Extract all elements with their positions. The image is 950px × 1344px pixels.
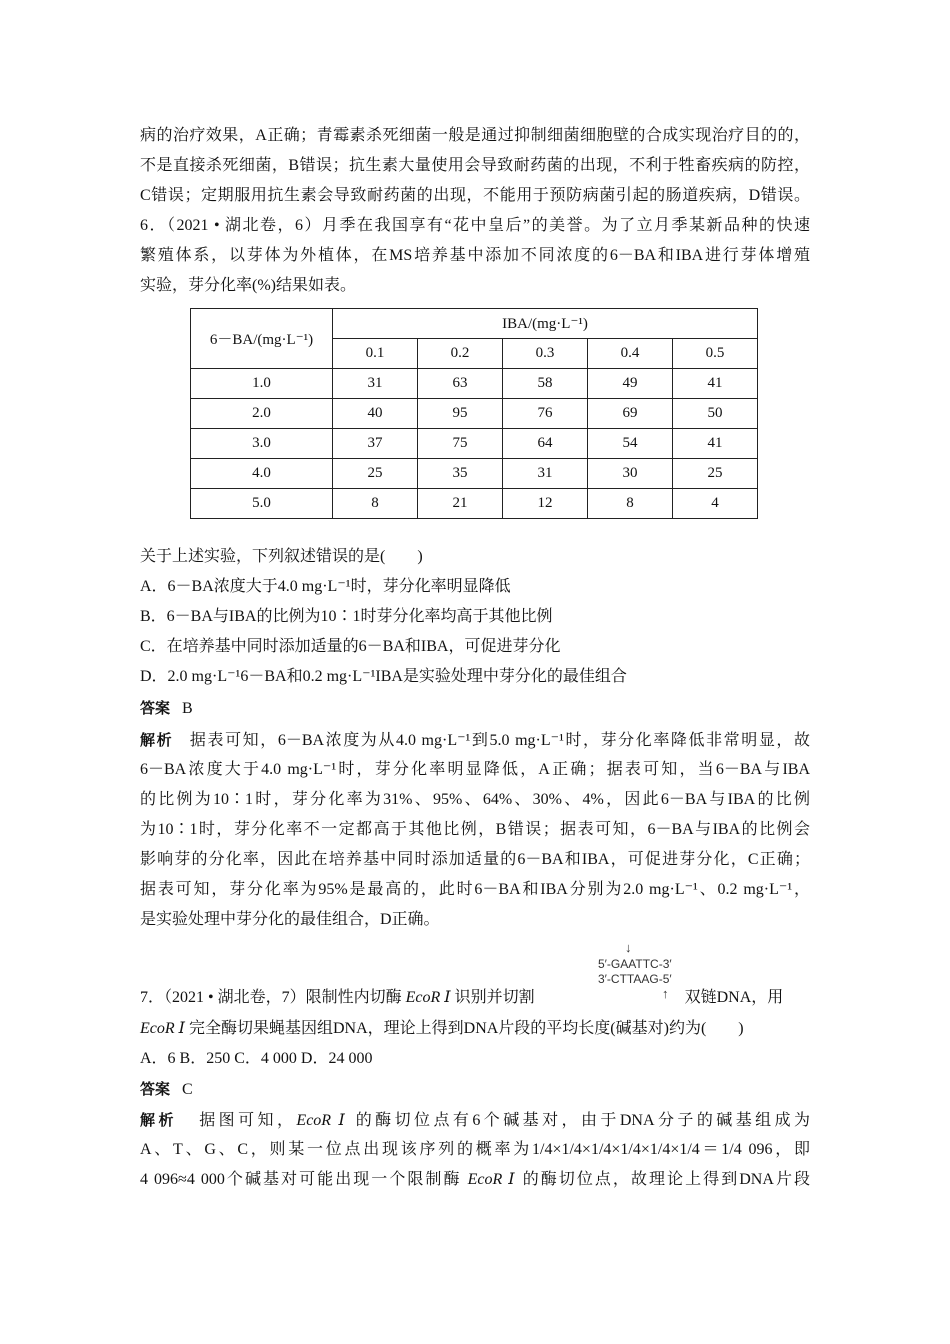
cut-arrow-up-icon: ↑ xyxy=(662,986,669,1001)
analysis-line: 4 096≈4 000个碱基对可能出现一个限制酶 EcoR Ⅰ 的酶切位点，故理论上得到DNA片段 xyxy=(140,1171,810,1188)
analysis-line: 为10∶1时，芽分化率不一定都高于其他比例，B错误；据表可知，6－BA与IBA的比例会 xyxy=(140,821,810,838)
col-label: 0.2 xyxy=(418,339,503,369)
q6-stem: 6．（2021 • 湖北卷，6）月季在我国享有“花中皇后”的美誉。为了立月季某新品种的快速 xyxy=(140,217,810,234)
table-cell: 8 xyxy=(333,489,418,519)
table-cell: 31 xyxy=(503,459,588,489)
table-cell: 21 xyxy=(418,489,503,519)
row-label: 1.0 xyxy=(191,369,333,399)
option-b: B．6－BA与IBA的比例为10∶1时芽分化率均高于其他比例 xyxy=(140,608,553,625)
row-label: 4.0 xyxy=(191,459,333,489)
table-row xyxy=(191,429,758,459)
answer-label: 答案 xyxy=(140,699,171,717)
dna-top: 5′-GAATTC-3′ xyxy=(598,957,672,971)
option-d: D．2.0 mg·L⁻¹6－BA和0.2 mg·L⁻¹IBA是实验处理中芽分化的最佳组合 xyxy=(140,668,627,685)
table-cell: 41 xyxy=(673,369,758,399)
analysis-line: 解析 据图可知，EcoR Ⅰ 的酶切位点有6个碱基对，由于DNA分子的碱基组成为 xyxy=(140,1111,811,1129)
cut-arrow-down-icon: ↓ xyxy=(625,940,632,955)
option-c: C．在培养基中同时添加适量的6－BA和IBA，可促进芽分化 xyxy=(140,638,561,655)
table-cell: 35 xyxy=(418,459,503,489)
table-row xyxy=(191,489,758,519)
table-cell: 50 xyxy=(673,399,758,429)
analysis-line: 的比例为10∶1时，芽分化率为31%、95%、64%、30%、4%，因此6－BA与IBA的比例 xyxy=(140,791,810,808)
table-cell: 37 xyxy=(333,429,418,459)
analysis-line: A、T、G、C，则某一位点出现该序列的概率为1/4×1/4×1/4×1/4×1/4×1/4＝1/4 096，即 xyxy=(140,1141,810,1158)
analysis-label: 解析 xyxy=(140,731,174,749)
col-label: 0.3 xyxy=(503,339,588,369)
table-cell: 75 xyxy=(418,429,503,459)
table-row xyxy=(191,459,758,489)
q7-stem: EcoR Ⅰ 完全酶切果蝇基因组DNA，理论上得到DNA片段的平均长度(碱基对)约为( ) xyxy=(140,1020,744,1037)
table-cell: 41 xyxy=(673,429,758,459)
analysis-line: 是实验处理中芽分化的最佳组合，D正确。 xyxy=(140,911,440,928)
row-header: 6－BA/(mg·L⁻¹) xyxy=(191,309,333,369)
table-row xyxy=(191,369,758,399)
table-cell: 54 xyxy=(588,429,673,459)
table-cell: 31 xyxy=(333,369,418,399)
analysis-text: 据表可知，6－BA浓度为从4.0 mg·L⁻¹到5.0 mg·L⁻¹时，芽分化率降低非常明显，故 xyxy=(189,732,810,749)
col-label: 0.4 xyxy=(588,339,673,369)
dna-sequence xyxy=(598,957,672,987)
option-a: A．6－BA浓度大于4.0 mg·L⁻¹时，芽分化率明显降低 xyxy=(140,578,511,595)
analysis-line: 据表可知，芽分化率为95%是最高的，此时6－BA和IBA分别为2.0 mg·L⁻¹、0.2 mg·L⁻¹， xyxy=(140,881,810,898)
row-label: 2.0 xyxy=(191,399,333,429)
answer xyxy=(140,698,193,719)
analysis-line xyxy=(140,730,810,751)
q6-stem: 实验，芽分化率(%)结果如表。 xyxy=(140,277,356,294)
table-cell: 25 xyxy=(673,459,758,489)
table-cell: 40 xyxy=(333,399,418,429)
col-label: 0.5 xyxy=(673,339,758,369)
analysis-line: 6－BA浓度大于4.0 mg·L⁻¹时，芽分化率明显降低，A正确；据表可知，当6－BA与IBA xyxy=(140,761,810,778)
text-line: C错误；定期服用抗生素会导致耐药菌的出现，不能用于预防病菌引起的肠道疾病，D错误。 xyxy=(140,187,810,204)
table-cell: 49 xyxy=(588,369,673,399)
table-cell: 30 xyxy=(588,459,673,489)
col-header: IBA/(mg·L⁻¹) xyxy=(333,309,758,339)
table-cell: 69 xyxy=(588,399,673,429)
table-cell: 25 xyxy=(333,459,418,489)
table-cell: 76 xyxy=(503,399,588,429)
dna-bottom: 3′-CTTAAG-5′ xyxy=(598,972,672,986)
table-cell: 63 xyxy=(418,369,503,399)
col-label: 0.1 xyxy=(333,339,418,369)
table-cell: 58 xyxy=(503,369,588,399)
row-label: 3.0 xyxy=(191,429,333,459)
table-row xyxy=(191,399,758,429)
answer-value: B xyxy=(182,700,193,717)
table-cell: 4 xyxy=(673,489,758,519)
table-cell: 64 xyxy=(503,429,588,459)
table-cell: 8 xyxy=(588,489,673,519)
text-line: 病的治疗效果，A正确；青霉素杀死细菌一般是通过抑制细菌细胞壁的合成实现治疗目的的， xyxy=(140,127,810,144)
text-line: 不是直接杀死细菌，B错误；抗生素大量使用会导致耐药菌的出现，不利于牲畜疾病的防控， xyxy=(140,157,810,174)
row-label: 5.0 xyxy=(191,489,333,519)
data-table xyxy=(190,308,758,519)
q7-options: A．6 B．250 C．4 000 D．24 000 xyxy=(140,1050,373,1067)
q6-question: 关于上述实验，下列叙述错误的是( ) xyxy=(140,548,423,565)
q6-stem: 繁殖体系，以芽体为外植体，在MS培养基中添加不同浓度的6－BA和IBA进行芽体增殖 xyxy=(140,247,810,264)
q7-stem: 7．（2021 • 湖北卷，7）限制性内切酶 EcoR Ⅰ 识别并切割 双链DNA，用 xyxy=(140,989,784,1006)
answer: 答案 C xyxy=(140,1080,193,1098)
table-cell: 12 xyxy=(503,489,588,519)
analysis-line: 影响芽的分化率，因此在培养基中同时添加适量的6－BA和IBA，可促进芽分化，C正确； xyxy=(140,851,810,868)
table-cell: 95 xyxy=(418,399,503,429)
